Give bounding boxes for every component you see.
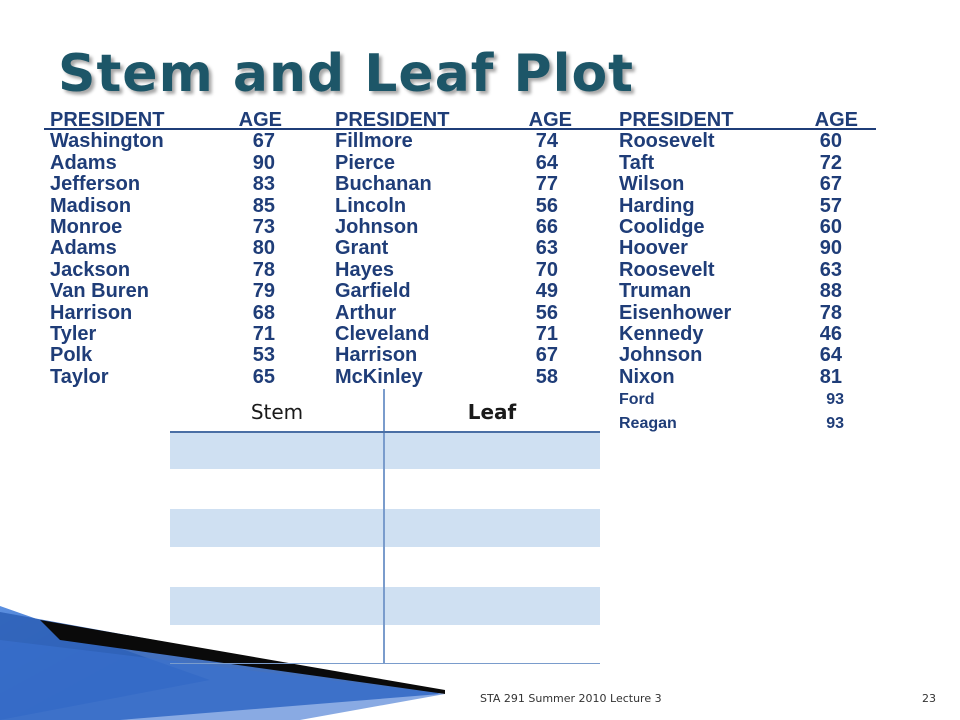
- stem-leaf-row: [170, 431, 600, 469]
- president-name: Harding: [619, 194, 695, 217]
- president-row: [335, 345, 575, 366]
- president-row: [619, 174, 859, 195]
- president-row: [50, 260, 290, 281]
- president-name: Fillmore: [335, 130, 413, 153]
- page-number: 23: [922, 692, 936, 705]
- president-age: 90: [252, 151, 275, 174]
- president-age: 93: [826, 415, 844, 433]
- president-row: [50, 238, 290, 259]
- president-age: 71: [252, 322, 275, 345]
- president-name: Taylor: [50, 365, 109, 388]
- president-age: 71: [535, 322, 558, 345]
- president-name: Madison: [50, 194, 132, 217]
- stem-leaf-bottom-rule: [170, 663, 600, 664]
- president-age: 64: [819, 344, 842, 367]
- president-column-3: [619, 110, 859, 436]
- president-name: Roosevelt: [619, 258, 715, 281]
- age-header: AGE: [238, 109, 282, 131]
- column-header: [50, 110, 290, 131]
- president-row: [50, 324, 290, 345]
- president-row: [335, 174, 575, 195]
- column-header: [619, 110, 859, 131]
- president-row: [50, 367, 290, 388]
- president-age: 85: [252, 194, 275, 217]
- slide-title: Stem and Leaf Plot: [58, 44, 635, 104]
- president-name: Cleveland: [335, 322, 430, 345]
- president-age: 60: [819, 130, 842, 153]
- president-row: [619, 260, 859, 281]
- stem-leaf-row: [170, 625, 600, 663]
- president-header: PRESIDENT: [619, 109, 734, 131]
- president-age: 90: [819, 237, 842, 260]
- president-row: [335, 281, 575, 302]
- president-age: 74: [535, 130, 558, 153]
- president-name: Lincoln: [335, 194, 407, 217]
- president-age: 63: [819, 258, 842, 281]
- president-age: 77: [535, 173, 558, 196]
- president-name: Pierce: [335, 151, 396, 174]
- stem-leaf-row: [170, 547, 600, 585]
- president-name: Jefferson: [50, 173, 141, 196]
- president-row: [335, 324, 575, 345]
- president-age: 60: [819, 215, 842, 238]
- president-age: 63: [535, 237, 558, 260]
- president-name: Coolidge: [619, 215, 705, 238]
- president-row: [619, 412, 859, 436]
- column-header: [335, 110, 575, 131]
- president-row: [335, 238, 575, 259]
- president-age: 78: [252, 258, 275, 281]
- president-name: Nixon: [619, 365, 675, 388]
- president-age: 73: [252, 215, 275, 238]
- president-age: 53: [252, 344, 275, 367]
- president-name: Hoover: [619, 237, 688, 260]
- president-row: [50, 281, 290, 302]
- president-row: [619, 367, 859, 388]
- president-name: Taft: [619, 151, 655, 174]
- president-age: 81: [819, 365, 842, 388]
- president-row: [335, 260, 575, 281]
- president-name: Johnson: [335, 215, 419, 238]
- president-age: 93: [826, 391, 844, 409]
- stem-header: Stem: [250, 400, 304, 424]
- president-name: Johnson: [619, 344, 703, 367]
- president-name: Harrison: [335, 344, 418, 367]
- president-age: 64: [535, 151, 558, 174]
- president-name: Harrison: [50, 301, 133, 324]
- president-name: Adams: [50, 151, 117, 174]
- stem-leaf-header-rule: [170, 431, 600, 433]
- president-age: 49: [535, 280, 558, 303]
- president-row: [50, 131, 290, 152]
- president-age: 67: [535, 344, 558, 367]
- president-row: [335, 196, 575, 217]
- president-name: Buchanan: [335, 173, 432, 196]
- president-column-2: [335, 110, 575, 388]
- leaf-header: Leaf: [467, 400, 517, 424]
- president-age: 83: [252, 173, 275, 196]
- president-row: [335, 131, 575, 152]
- president-name: Kennedy: [619, 322, 704, 345]
- president-name: Eisenhower: [619, 301, 732, 324]
- president-row: [50, 196, 290, 217]
- stem-leaf-row: [170, 469, 600, 507]
- stem-leaf-row: [170, 587, 600, 625]
- president-name: Adams: [50, 237, 117, 260]
- president-header: PRESIDENT: [50, 109, 165, 131]
- president-row: [50, 345, 290, 366]
- president-row: [619, 303, 859, 324]
- president-age: 56: [535, 301, 558, 324]
- president-name: Garfield: [335, 280, 411, 303]
- president-age: 68: [252, 301, 275, 324]
- president-row: [619, 131, 859, 152]
- president-age: 56: [535, 194, 558, 217]
- president-age: 67: [252, 130, 275, 153]
- president-name: Roosevelt: [619, 130, 715, 153]
- president-age: 65: [252, 365, 275, 388]
- president-row: [50, 303, 290, 324]
- president-name: Hayes: [335, 258, 394, 281]
- president-row: [619, 345, 859, 366]
- president-name: McKinley: [335, 365, 423, 388]
- stem-leaf-table: [170, 389, 600, 664]
- president-row: [335, 153, 575, 174]
- president-name: Arthur: [335, 301, 397, 324]
- president-age: 67: [819, 173, 842, 196]
- president-name: Washington: [50, 130, 164, 153]
- president-header: PRESIDENT: [335, 109, 450, 131]
- president-row: [619, 153, 859, 174]
- president-row: [619, 217, 859, 238]
- president-age: 72: [819, 151, 842, 174]
- president-age: 57: [819, 194, 842, 217]
- stem-leaf-header: [170, 389, 600, 431]
- president-name: Ford: [619, 391, 655, 409]
- president-name: Reagan: [619, 415, 677, 433]
- president-name: Grant: [335, 237, 389, 260]
- president-name: Truman: [619, 280, 692, 303]
- president-column-1: [50, 110, 290, 388]
- stem-leaf-row: [170, 509, 600, 547]
- president-age: 46: [819, 322, 842, 345]
- president-row: [50, 153, 290, 174]
- president-age: 80: [252, 237, 275, 260]
- president-name: Van Buren: [50, 280, 149, 303]
- president-age: 79: [252, 280, 275, 303]
- age-header: AGE: [814, 109, 858, 131]
- president-row: [619, 388, 859, 412]
- president-name: Monroe: [50, 215, 123, 238]
- president-row: [50, 217, 290, 238]
- age-header: AGE: [528, 109, 572, 131]
- president-row: [619, 196, 859, 217]
- president-row: [50, 174, 290, 195]
- president-row: [619, 238, 859, 259]
- president-row: [619, 281, 859, 302]
- president-age: 70: [535, 258, 558, 281]
- president-age: 88: [819, 280, 842, 303]
- president-name: Wilson: [619, 173, 685, 196]
- president-name: Polk: [50, 344, 93, 367]
- president-row: [335, 217, 575, 238]
- president-age: 66: [535, 215, 558, 238]
- footer-text: STA 291 Summer 2010 Lecture 3: [480, 692, 662, 705]
- president-age: 58: [535, 365, 558, 388]
- president-age: 78: [819, 301, 842, 324]
- president-row: [335, 303, 575, 324]
- president-row: [335, 367, 575, 388]
- president-name: Tyler: [50, 322, 97, 345]
- president-name: Jackson: [50, 258, 131, 281]
- president-row: [619, 324, 859, 345]
